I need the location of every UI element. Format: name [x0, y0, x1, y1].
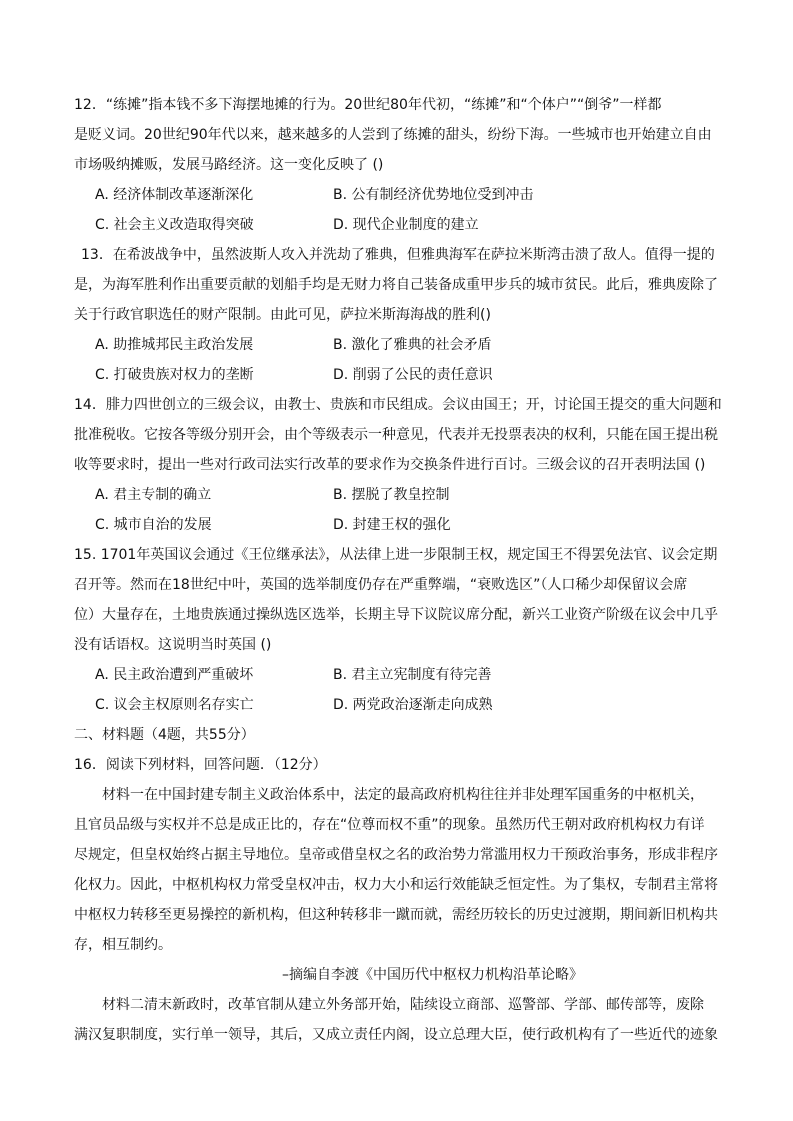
q14-line-3: 收等要求时，提出一些对行政司法实行改革的要求作为交换条件进行百讨。三级会议的召开表明法国 ()	[74, 457, 706, 473]
q14-line-1: 14．腓力四世创立的三级会议，由教士、贵族和市民组成。会议由国王；开，讨论国王提交的重大问题和	[74, 397, 722, 413]
q12-option-d: D. 现代企业制度的建立	[333, 217, 479, 233]
q13-option-d: D. 削弱了公民的责任意识	[333, 367, 493, 383]
q16-material1-line-5: 中枢权力转移至更易操控的新机构，但这种转移非一蹴而就，需经历较长的历史过渡期，期间新旧机构共	[74, 907, 718, 923]
q12-line-3: 市场吸纳摊贩，发展马路经济。这一变化反映了 ()	[74, 157, 384, 173]
q13-option-a: A. 助推城邦民主政治发展	[95, 337, 254, 353]
q13-option-b: B. 激化了雅典的社会矛盾	[333, 337, 492, 353]
q12-line-1: 12．“练摊”指本钱不多下海摆地摊的行为。20世纪80年代初，“练摊”和“个体户”“倒爷”一样都	[74, 97, 662, 113]
q14-line-2: 批准税收。它按各等级分别开会，由个等级表示一种意见，代表并无投票表决的权利，只能在国王提出税	[74, 427, 718, 443]
q14-option-d: D. 封建王权的强化	[333, 517, 451, 533]
q16-material2-line-2: 满汉复职制度，实行单一领导，其后，又成立责任内阁，设立总理大臣，使行政机构有了一些近代的迹象	[74, 1027, 718, 1043]
q16-material1-line-2: 且官员品级与实权并不总是成正比的，存在“位尊而权不重”的现象。虽然历代王朝对政府机构权力有详	[74, 817, 705, 833]
q15-line-3: 位）大量存在，土地贵族通过操纵选区选举，长期主导下议院议席分配，新兴工业资产阶级在议会中几乎	[74, 607, 718, 623]
q13-line-1: 13．在希波战争中，虽然波斯人攻入并洗劫了雅典，但雅典海军在萨拉米斯湾击溃了敌人。值得一提的	[81, 247, 715, 263]
q15-option-c: C. 议会主权原则名存实亡	[95, 697, 254, 713]
q15-option-d: D. 两党政治逐渐走向成熟	[333, 697, 493, 713]
section-heading: 二、材料题（4题，共55分）	[74, 727, 255, 743]
q15-line-4: 没有话语权。这说明当时英国 ()	[74, 637, 272, 653]
q16-material1-line-3: 尽规定，但皇权始终占据主导地位。皇帝或借皇权之名的政治势力常滥用权力干预政治事务，形成非程序	[74, 847, 718, 863]
q15-line-2: 召开等。然而在18世纪中叶，英国的选举制度仍存在严重弊端，“衰败选区”（人口稀少却保留议会席	[74, 577, 688, 593]
q16-source-citation: –摘编自李渡《中国历代中枢权力机构沿革论略》	[282, 967, 583, 983]
q12-option-c: C. 社会主义改造取得突破	[95, 217, 254, 233]
q16-material1-line-4: 化权力。因此，中枢机构权力常受皇权冲击，权力大小和运行效能缺乏恒定性。为了集权，专制君主常将	[74, 877, 718, 893]
q16-material2-line-1: 材料二清末新政时，改革官制从建立外务部开始，陆续设立商部、巡警部、学部、邮传部等，废除	[102, 997, 704, 1013]
q12-line-2: 是贬义词。20世纪90年代以来，越来越多的人尝到了练摊的甜头，纷纷下海。一些城市也开始建立自由	[74, 127, 712, 143]
q14-option-c: C. 城市自治的发展	[95, 517, 212, 533]
q13-line-2: 是，为海军胜利作出重要贡献的划船手均是无财力将自己装备成重甲步兵的城市贫民。此后，雅典废除了	[74, 277, 718, 293]
q16-material1-line-1: 材料一在中国封建专制主义政治体系中，法定的最高政府机构往往并非处理军国重务的中枢机关，	[102, 787, 704, 803]
q16-material1-line-6: 存，相互制约。	[74, 937, 172, 953]
q15-line-1: 15. 1701年英国议会通过《王位继承法》，从法律上进一步限制王权，规定国王不得罢免法官、议会定期	[74, 547, 718, 563]
q13-option-c: C. 打破贵族对权力的垄断	[95, 367, 254, 383]
q15-option-b: B. 君主立宪制度有待完善	[333, 667, 492, 683]
q12-option-b: B. 公有制经济优势地位受到冲击	[333, 187, 534, 203]
q14-option-a: A. 君主专制的确立	[95, 487, 212, 503]
q16-title: 16．阅读下列材料，回答问题．（12分）	[74, 757, 327, 773]
q14-option-b: B. 摆脱了教皇控制	[333, 487, 450, 503]
q15-option-a: A. 民主政治遭到严重破坏	[95, 667, 254, 683]
q13-line-3: 关于行政官职选任的财产限制。由此可见，萨拉米斯海海战的胜利()	[74, 307, 491, 323]
q12-option-a: A. 经济体制改革逐渐深化	[95, 187, 254, 203]
